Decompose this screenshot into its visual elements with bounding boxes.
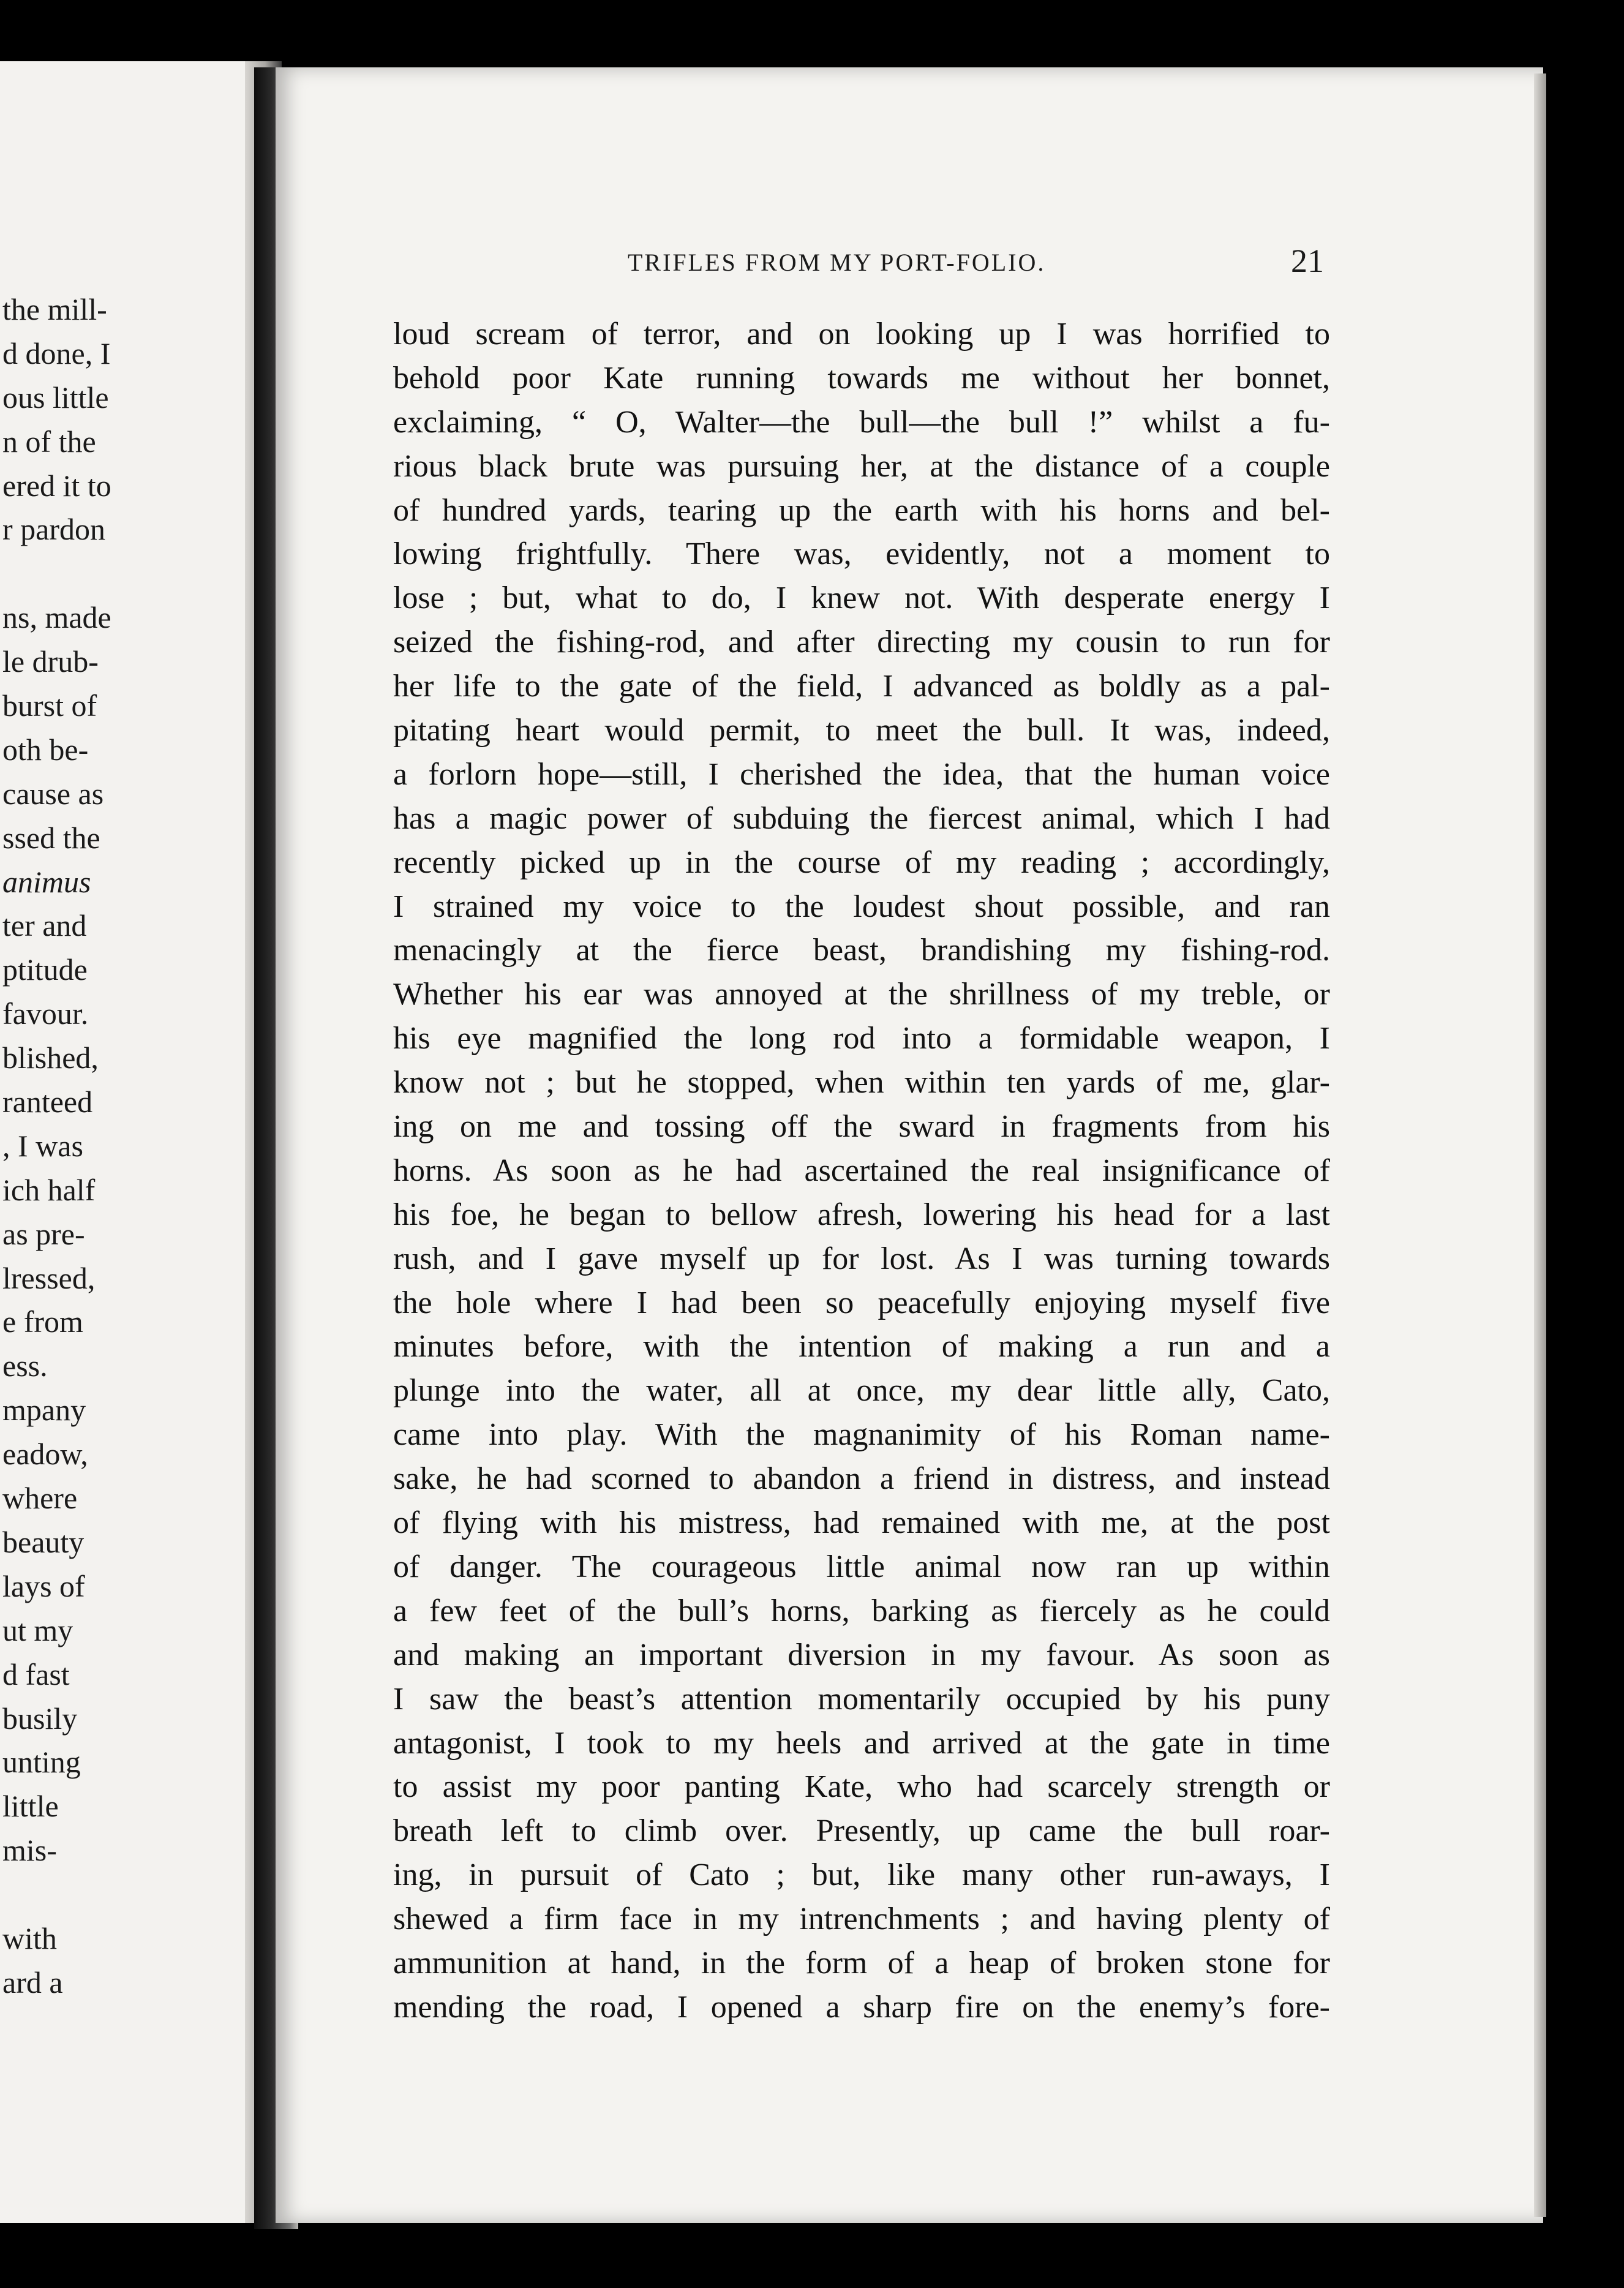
left-text-line: d fast: [2, 1657, 70, 1692]
left-text-line: e from: [2, 1304, 83, 1339]
text-line: plunge into the water, all at once, my dear little ally, Cato,: [393, 1373, 1330, 1409]
text-line: seized the fishing-rod, and after directing my cousin to run for: [393, 625, 1330, 660]
left-text-line: [0, 552, 257, 596]
left-text-line: where: [2, 1481, 78, 1516]
text-line: behold poor Kate running towards me without her bonnet,: [393, 360, 1330, 396]
left-text-line: little: [2, 1789, 59, 1824]
text-line: a forlorn hope—still, I cherished the idea, that the human voice: [393, 756, 1330, 792]
left-text-line: blished,: [2, 1041, 99, 1075]
text-line: antagonist, I took to my heels and arrived at the gate in time: [393, 1725, 1330, 1761]
running-head: TRIFLES FROM MY PORT-FOLIO.: [628, 249, 1046, 276]
left-text-line: ered it to: [2, 468, 111, 503]
text-line: I saw the beast’s attention momentarily occupied by his puny: [393, 1681, 1330, 1717]
left-text-line: ptitude: [2, 952, 88, 987]
body-text: [393, 312, 1330, 2030]
page-number: 21: [1291, 243, 1324, 279]
left-text-line: busily: [2, 1701, 78, 1736]
text-line: know not ; but he stopped, when within ten yards of me, glar-: [393, 1065, 1330, 1101]
left-text-line: with: [2, 1921, 57, 1955]
left-text-line: le drub-: [2, 644, 99, 679]
text-line: menacingly at the fierce beast, brandishing my fishing-rod.: [393, 933, 1330, 968]
text-line: recently picked up in the course of my reading ; accordingly,: [393, 845, 1330, 880]
left-text-line: lressed,: [2, 1260, 96, 1295]
left-text-line: eadow,: [2, 1437, 88, 1472]
left-text-line: r pardon: [2, 512, 105, 547]
text-line: to assist my poor panting Kate, who had scarcely strength or: [393, 1769, 1330, 1805]
left-text-line: n of the: [2, 424, 96, 459]
text-line: the hole where I had been so peacefully enjoying myself five: [393, 1285, 1330, 1320]
left-text-line: burst of: [2, 688, 97, 723]
left-page-text: [0, 288, 257, 2005]
left-text-line: ranteed: [2, 1085, 93, 1120]
text-line: his foe, he began to bellow afresh, lowering his head for a last: [393, 1197, 1330, 1232]
left-text-line: ess.: [2, 1349, 48, 1383]
left-text-line: lays of: [2, 1568, 85, 1603]
left-text-line: ter and: [2, 908, 87, 943]
left-text-line: oth be-: [2, 732, 89, 767]
text-line: a few feet of the bull’s horns, barking as fiercely as he could: [393, 1593, 1330, 1628]
left-text-line: mpany: [2, 1393, 86, 1428]
left-text-line: favour.: [2, 996, 89, 1031]
text-line: minutes before, with the intention of making a run and a: [393, 1329, 1330, 1364]
left-text-line: mis-: [2, 1833, 57, 1868]
left-text-line: ns, made: [2, 600, 111, 635]
text-line: and making an important diversion in my favour. As soon as: [393, 1637, 1330, 1673]
left-text-line: beauty: [2, 1524, 85, 1559]
text-line: of danger. The courageous little animal now ran up within: [393, 1549, 1330, 1584]
left-text-line: d done, I: [2, 336, 111, 371]
left-text-line: as pre-: [2, 1216, 85, 1251]
text-line: lowing frightfully. There was, evidently, not a moment to: [393, 536, 1330, 572]
text-line: I strained my voice to the loudest shout possible, and ran: [393, 889, 1330, 924]
left-text-line: ous little: [2, 380, 109, 415]
text-line: lose ; but, what to do, I knew not. With desperate energy I: [393, 581, 1330, 616]
text-line: sake, he had scorned to abandon a friend in distress, and instead: [393, 1461, 1330, 1497]
text-line: exclaiming, “ O, Walter—the bull—the bull !” whilst a fu-: [393, 404, 1330, 440]
text-line: came into play. With the magnanimity of his Roman name-: [393, 1417, 1330, 1453]
left-text-line: , I was: [2, 1128, 83, 1163]
text-line: rush, and I gave myself up for lost. As I was turning towards: [393, 1241, 1330, 1276]
text-line: ing, in pursuit of Cato ; but, like many other run-aways, I: [393, 1857, 1330, 1893]
left-text-line: ich half: [2, 1172, 96, 1207]
text-line: pitating heart would permit, to meet the bull. It was, indeed,: [393, 713, 1330, 748]
left-text-line: ard a: [2, 1965, 63, 2000]
left-text-line: ut my: [2, 1613, 73, 1647]
left-text-line: animus: [2, 864, 91, 899]
text-line: her life to the gate of the field, I advanced as boldly as a pal-: [393, 669, 1330, 704]
text-line: shewed a firm face in my intrenchments ; and having plenty of: [393, 1902, 1330, 1937]
text-line: loud scream of terror, and on looking up I was horrified to: [393, 317, 1330, 352]
text-line: ammunition at hand, in the form of a heap of broken stone for: [393, 1945, 1330, 1981]
text-line: horns. As soon as he had ascertained the real insignificance of: [393, 1153, 1330, 1188]
text-line: Whether his ear was annoyed at the shrillness of my treble, or: [393, 977, 1330, 1012]
left-text-line: unting: [2, 1745, 81, 1780]
left-text-line: [0, 1873, 257, 1917]
text-line: ing on me and tossing off the sward in fragments from his: [393, 1109, 1330, 1145]
left-text-line: cause as: [2, 776, 104, 811]
text-line: has a magic power of subduing the fiercest animal, which I had: [393, 800, 1330, 836]
text-line: of flying with his mistress, had remained with me, at the post: [393, 1505, 1330, 1541]
text-line: breath left to climb over. Presently, up came the bull roar-: [393, 1813, 1330, 1849]
text-line: mending the road, I opened a sharp fire on the enemy’s fore-: [393, 1989, 1330, 2025]
text-line: rious black brute was pursuing her, at the distance of a couple: [393, 448, 1330, 484]
text-line: of hundred yards, tearing up the earth with his horns and bel-: [393, 492, 1330, 528]
right-page-edge: [1534, 73, 1546, 2217]
text-line: his eye magnified the long rod into a formidable weapon, I: [393, 1021, 1330, 1056]
left-text-line: the mill-: [2, 292, 107, 326]
left-text-line: ssed the: [2, 820, 100, 855]
